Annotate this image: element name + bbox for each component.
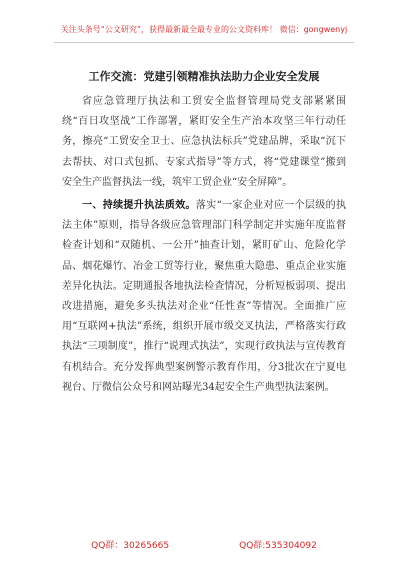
section-1-body: 落实“一家企业对应一个层级的执法主体”原则，指导各级应急管理部门科学制定并实施年度监督检查计划和“双随机、一公开”抽查计划，紧盯矿山、危险化学品、烟花爆竹、冶金工贸等行业，聚焦重大隐患、重点企业实施差异化执法。定期通报各地执法检查情况，分析短板弱项、提出改进措施，避免多头执法对企业“任性查”等情况。全面推广应用“互联网+执法”系统，组织开展市级交叉执法，严格落实行政执法“三项制度”，推行“说理式执法”，实现行政执法与宣传教育有机结合。充分发挥典型案例警示教育作用，分3批次在宁夏电视台、厅微信公众号和网站曝光34起安全生产典型执法案例。 [62, 200, 346, 393]
footer [0, 538, 408, 551]
document-body [62, 92, 346, 398]
section-1-paragraph [62, 196, 346, 398]
footer-qq-group-1: QQ群：30265665 [91, 541, 170, 551]
header-divider [54, 42, 354, 43]
intro-paragraph: 省应急管理厅执法和工贸安全监督管理局党支部紧紧围绕“百日攻坚战”工作部署，紧盯安全生产治本攻坚三年行动任务，擦亮“工贸安全卫士、应急执法标兵”党建品牌，采取“沉下去帮扶、对口式包抓、专家式指导”等方式，将“党建课堂”搬到安全生产监督执法一线，筑牢工贸企业“安全屏障”。 [62, 96, 346, 188]
section-1-heading: 一、持续提升执法质效。 [82, 200, 196, 212]
footer-qq-group-2: QQ群:535304092 [239, 541, 317, 551]
header-notice: 关注头条号“公文研究”，获得最新最全最专业的公文资料库！ 微信：gongwenyj [60, 25, 348, 34]
document-title: 工作交流：党建引领精准执法助力企业安全发展 [88, 70, 320, 83]
